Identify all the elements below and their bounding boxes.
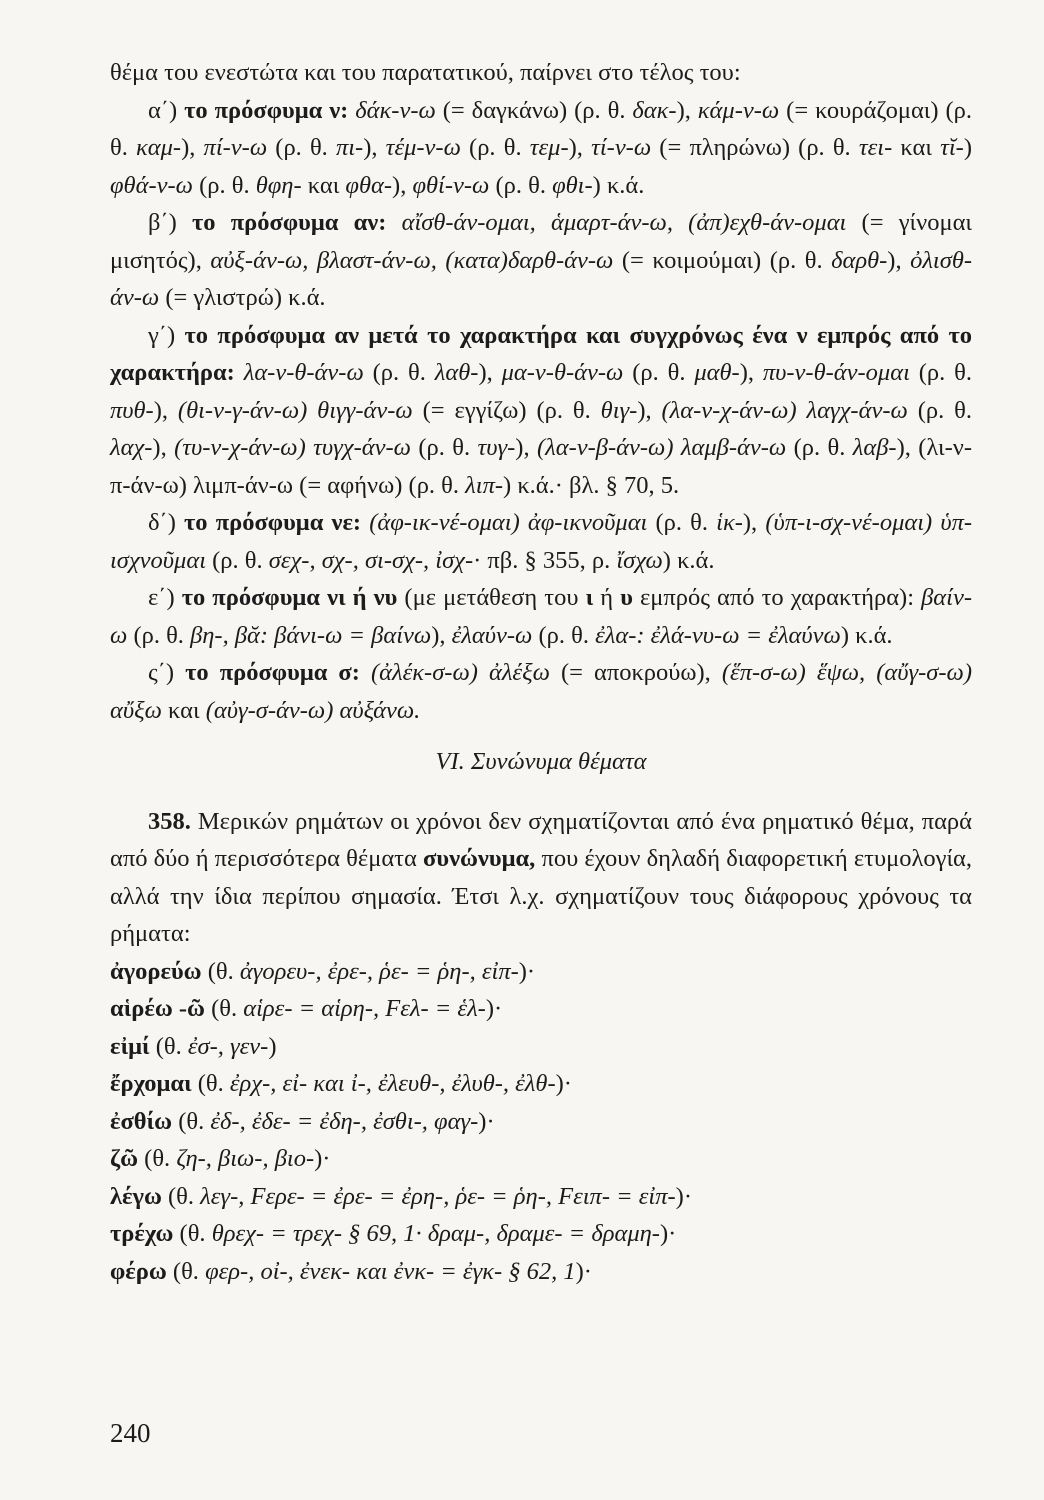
verb-stem-close: )·	[478, 1107, 495, 1135]
item-label: το πρόσφυμα νε:	[184, 509, 362, 536]
verb-stem-open: (θ.	[173, 1220, 212, 1247]
item-text-segment: (ρ. θ.	[460, 134, 530, 161]
item-text-segment: τῐ-	[940, 134, 964, 161]
item-text-segment: (= εγγίζω) (ρ. θ.	[412, 396, 601, 424]
item-text-segment: (τυ-ν-χ-άν-ω) τυγχ-άν-ω	[174, 434, 411, 461]
item-label: το πρόσφυμα ν:	[184, 96, 349, 124]
verb-lemma: ἔρχομαι	[110, 1070, 192, 1097]
item-text-segment	[360, 659, 371, 686]
item-text-segment	[361, 509, 369, 536]
item-text-segment: τί-ν-ω	[591, 134, 652, 161]
verb-lemma: ζῶ	[110, 1145, 139, 1172]
verb-stem-open: (θ.	[191, 1070, 230, 1097]
paragraph-number: 358.	[148, 807, 191, 835]
item-text-segment: ),	[181, 134, 204, 161]
item-text-segment: ) κ.ά.	[592, 171, 645, 199]
suffix-item	[110, 317, 972, 505]
item-text-segment: δάκ-ν-ω	[355, 96, 436, 124]
item-text-segment	[386, 209, 401, 236]
item-text-segment: ),	[676, 96, 698, 124]
item-text-segment: (θι-ν-γ-άν-ω) θιγγ-άν-ω	[177, 396, 413, 424]
verb-stems: λεγ-, Fερε- = ἐρε- = ἐρη-, ῥε- = ῥη-, Fειπ- = εἰπ-	[200, 1182, 676, 1210]
item-text-segment: ἐλαύν-ω	[451, 621, 533, 649]
item-text-segment: πυθ-	[110, 396, 154, 424]
item-marker: β΄)	[148, 209, 177, 236]
item-text-segment: ),	[739, 359, 763, 386]
item-label: το πρόσφυμα αν μετά το χαρακτήρα και συγχρόνως ένα ν εμπρός από το χαρακτήρα:	[110, 321, 973, 386]
suffix-item	[110, 204, 972, 317]
item-text-segment: κάμ-ν-ω	[697, 96, 780, 124]
verb-stems: ἐρχ-, εἰ- και ἰ-, ἐλευθ-, ἐλυθ-, ἐλθ-	[229, 1070, 556, 1097]
item-text-segment: ),	[887, 246, 911, 274]
item-text-segment: (ἀφ-ικ-νέ-ομαι) ἀφ-ικνοῦμαι	[369, 509, 648, 536]
verb-stems: θρεχ- = τρεχ- § 69, 1· δραμ-, δραμε- = δραμη-	[211, 1220, 660, 1247]
item-text-segment: ι	[585, 584, 594, 611]
item-text-segment: (ρ. θ.	[192, 171, 256, 199]
item-text-segment: ),	[515, 434, 537, 461]
item-marker: ε΄)	[148, 584, 175, 611]
item-text-segment: φθα-	[345, 171, 393, 199]
item-text-segment: ),	[153, 396, 178, 424]
item-text-segment: και	[161, 696, 206, 724]
item-text-segment: ),	[392, 171, 413, 199]
item-text-segment: (ρ. θ.	[623, 359, 695, 386]
section-heading: VI. Συνώνυμα θέματα	[435, 748, 647, 775]
item-text-segment: (ρ. θ.	[410, 434, 478, 461]
verb-lemma: ἀγορεύω	[110, 957, 202, 985]
suffix-item	[110, 504, 972, 579]
item-text-segment: φθά-ν-ω	[110, 171, 193, 199]
verb-stem-close: )	[268, 1032, 277, 1060]
item-text-segment: αὐξ-άν-ω, βλαστ-άν-ω, (κατα)δαρθ-άν-ω	[210, 246, 614, 274]
verb-line	[110, 1028, 972, 1066]
verb-line	[110, 953, 972, 991]
paragraph-text-after: που έχουν δηλαδή διαφορετική ετυμολογία, αλλά την ίδια περίπου σημασία. Έτσι λ.χ. σχηματίζουν τους διάφορους χρόνους τα ρήματα:	[110, 845, 972, 947]
intro-line: θέμα του ενεστώτα και του παρατατικού, παίρνει στο τέλος του:	[110, 59, 741, 86]
verb-list	[110, 953, 972, 1291]
verb-stem-open: (θ.	[149, 1032, 188, 1060]
item-text-segment: λα-ν-θ-άν-ω	[243, 359, 364, 386]
item-text-segment: λιπ-	[465, 471, 504, 499]
item-label: το πρόσφυμα αν:	[192, 209, 387, 236]
item-text-segment: (= δαγκάνω) (ρ. θ.	[435, 96, 633, 124]
paragraph-text-before: Μερικών ρημάτων οι χρόνοι δεν σχηματίζονται από ένα ρηματικό θέμα, παρά από δύο ή περισσότερα θέματα	[110, 807, 972, 872]
item-text-segment: δαρθ-	[831, 246, 888, 274]
verb-stem-open: (θ.	[166, 1257, 206, 1285]
item-text-segment: λαβ-	[852, 434, 897, 461]
item-text-segment: (ρ. θ.	[907, 396, 972, 424]
item-text-segment: )	[963, 134, 973, 161]
item-text-segment: ),	[637, 396, 662, 424]
item-text-segment: (= γίνομαι μισητός),	[110, 209, 973, 274]
item-text-segment: τει-	[858, 134, 893, 161]
item-text-segment: φθι-	[552, 171, 593, 199]
item-text-segment: ), (λι-ν-π-άν-ω) λιμπ-άν-ω (= αφήνω) (ρ. θ.	[110, 434, 972, 499]
verb-stem-open: (θ.	[201, 957, 240, 985]
verb-stem-open: (θ.	[138, 1145, 177, 1172]
item-text-segment: (= κουράζομαι) (ρ. θ.	[110, 96, 972, 161]
item-text-segment: τέμ-ν-ω	[385, 134, 461, 161]
verb-stem-open: (θ.	[172, 1107, 211, 1135]
item-text-segment: πυ-ν-θ-άν-ομαι	[762, 359, 910, 386]
item-text-segment: και	[892, 134, 941, 161]
item-text-segment: (ρ. θ.	[489, 171, 553, 199]
item-text-segment: λαχ-	[110, 434, 153, 461]
item-label: το πρόσφυμα νι ή νυ	[181, 584, 398, 611]
suffix-item	[110, 579, 972, 654]
item-text-segment: (= γλιστρώ) κ.ά.	[159, 284, 326, 311]
item-text-segment: (ἀλέκ-σ-ω) ἀλέξω	[371, 659, 550, 686]
item-text-segment: ἴσχω	[616, 546, 663, 574]
item-text-segment: θφη-	[255, 171, 302, 199]
verb-stems: αἱρε- = αἱρη-, Fελ- = ἑλ-	[243, 995, 486, 1022]
item-marker: α΄)	[148, 96, 178, 124]
verb-lemma: ἐσθίω	[110, 1107, 173, 1135]
paragraph-bold-term: συνώνυμα,	[423, 845, 536, 872]
paragraph-358	[110, 803, 972, 953]
verb-stem-close: )·	[555, 1070, 572, 1097]
verb-stem-close: )·	[314, 1145, 331, 1172]
item-text-segment: υ	[620, 584, 633, 611]
verb-lemma: λέγω	[110, 1182, 162, 1210]
item-text-segment: (ρ. θ.	[267, 134, 336, 161]
item-text-segment: ),	[742, 509, 766, 536]
item-text-segment: (= κοιμούμαι) (ρ. θ.	[613, 246, 832, 274]
item-label: το πρόσφυμα σ:	[185, 659, 360, 686]
item-text-segment: βαίν-ω	[110, 584, 972, 649]
item-text-segment: (ρ. θ.	[786, 434, 853, 461]
item-text-segment: ὀλισθ-άν-ω	[110, 246, 973, 311]
item-text-segment: (αὐγ-σ-άν-ω) αὐξάνω.	[205, 696, 421, 724]
item-text-segment: ),	[478, 359, 502, 386]
item-text-segment: μαθ-	[694, 359, 740, 386]
verb-line	[110, 1065, 972, 1103]
item-text-segment: και	[301, 171, 346, 199]
item-marker: ς΄)	[148, 659, 175, 686]
item-text-segment: (λα-ν-χ-άν-ω) λαγχ-άν-ω	[661, 396, 908, 424]
item-text-segment: (= αποκρούω),	[549, 659, 722, 686]
item-text-segment: ή	[593, 584, 621, 611]
verb-stems: φερ-, οἰ-, ἐνεκ- και ἐνκ- = ἐγκ- § 62, 1	[205, 1257, 576, 1285]
item-text-segment: μα-ν-θ-άν-ω	[501, 359, 624, 386]
item-text-segment: · πβ. § 355, ρ.	[473, 546, 617, 574]
item-text-segment: (ἕπ-σ-ω) ἕψω, (αὔγ-σ-ω) αὔξω	[110, 659, 973, 724]
item-text-segment: (ρ. θ.	[909, 359, 973, 386]
verb-stem-close: )·	[659, 1220, 677, 1247]
item-text-segment: (λα-ν-β-άν-ω) λαμβ-άν-ω	[536, 434, 787, 461]
verb-lemma: τρέχω	[110, 1220, 174, 1247]
item-text-segment: πί-ν-ω	[203, 134, 268, 161]
item-text-segment: (ὑπ-ι-σχ-νέ-ομαι) ὑπ-ισχνοῦμαι	[110, 509, 973, 574]
item-text-segment: ἐλα-: ἐλά-νυ-ω = ἐλαύνω	[595, 621, 841, 649]
item-text-segment: καμ-	[136, 134, 182, 161]
item-text-segment: σεχ-, σχ-, σι-σχ-, ἰσχ-	[268, 546, 474, 574]
item-text-segment: (με μετάθεση του	[397, 584, 586, 611]
verb-lemma: φέρω	[110, 1257, 167, 1285]
item-text-segment: ἱκ-	[716, 509, 743, 536]
item-text-segment: (ρ. θ.	[206, 546, 269, 574]
verb-stems: ζη-, βιω-, βιο-	[176, 1145, 315, 1172]
suffix-item	[110, 92, 972, 205]
item-text-segment: φθί-ν-ω	[412, 171, 490, 199]
verb-line	[110, 1253, 972, 1291]
suffix-item	[110, 654, 972, 729]
item-text-segment: ),	[152, 434, 175, 461]
item-text-segment: ),	[363, 134, 386, 161]
verb-stems: ἐδ-, ἐδε- = ἐδη-, ἐσθι-, φαγ-	[210, 1107, 479, 1135]
item-text-segment: (ρ. θ.	[532, 621, 596, 649]
item-text-segment	[235, 359, 244, 386]
verb-stem-close: )·	[485, 995, 503, 1022]
verb-stems: ἐσ-, γεν-	[187, 1032, 269, 1060]
verb-lemma: αἱρέω -ῶ	[110, 995, 205, 1022]
verb-stem-close: )·	[575, 1257, 592, 1285]
item-text-segment: θιγ-	[600, 396, 638, 424]
item-text-segment: εμπρός από το χαρακτήρα):	[632, 584, 922, 611]
verb-line	[110, 1178, 972, 1216]
item-text-segment: πι-	[335, 134, 364, 161]
verb-stems: ἀγορευ-, ἐρε-, ῥε- = ῥη-, εἰπ-	[239, 957, 519, 985]
item-text-segment: αἴσθ-άν-ομαι, ἁμαρτ-άν-ω, (ἀπ)εχθ-άν-ομαι	[401, 209, 847, 236]
item-text-segment: βη-, βᾰ: βάνι-ω = βαίνω	[190, 621, 432, 649]
item-text-segment: τεμ-	[529, 134, 569, 161]
verb-line	[110, 990, 972, 1028]
item-text-segment: δακ-	[632, 96, 677, 124]
item-text-segment: (= πληρώνω) (ρ. θ.	[651, 134, 859, 161]
item-text-segment: ) κ.ά.	[662, 546, 715, 574]
item-text-segment: (ρ. θ.	[647, 509, 717, 536]
verb-lemma: εἰμί	[110, 1032, 150, 1060]
item-text-segment: λαθ-	[434, 359, 479, 386]
verb-stem-open: (θ.	[204, 995, 244, 1022]
item-text-segment: ),	[431, 621, 452, 649]
suffix-list	[110, 92, 972, 730]
item-marker: δ΄)	[148, 509, 176, 536]
item-text-segment: ) κ.ά.	[840, 621, 893, 649]
verb-line	[110, 1215, 972, 1253]
item-text-segment: (ρ. θ.	[127, 621, 191, 649]
item-marker: γ΄)	[148, 321, 176, 349]
page-content	[110, 54, 972, 1290]
verb-stem-close: )·	[518, 957, 536, 985]
verb-line	[110, 1140, 972, 1178]
verb-stem-open: (θ.	[161, 1182, 201, 1210]
item-text-segment: (ρ. θ.	[363, 359, 435, 386]
item-text-segment: τυγ-	[477, 434, 516, 461]
item-text-segment: ),	[568, 134, 592, 161]
page-number: 240	[110, 1418, 151, 1448]
item-text-segment: ) κ.ά.· βλ. § 70, 5.	[503, 471, 680, 499]
verb-line	[110, 1103, 972, 1141]
verb-stem-close: )·	[675, 1182, 692, 1210]
